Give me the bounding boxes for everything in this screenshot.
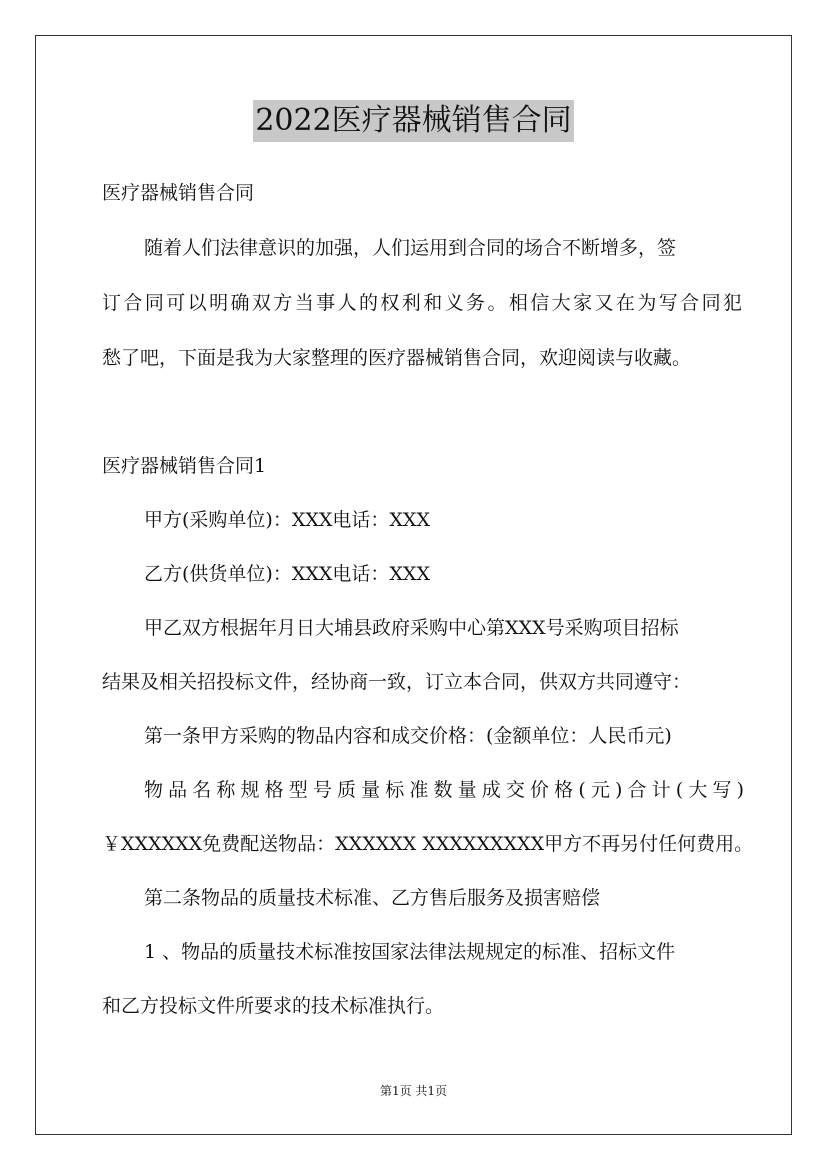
page-footer: 第1页 共1页: [379, 1084, 448, 1098]
article-two-heading: 第二条物品的质量技术标准、乙方售后服务及损害赔偿: [144, 887, 601, 909]
paragraph-line: 订合同可以明确双方当事人的权利和义务。相信大家又在为写合同犯: [102, 292, 742, 314]
paragraph-line: 和乙方投标文件所要求的技术标准执行。: [102, 995, 445, 1017]
title-container: [0, 100, 827, 142]
section-heading: 医疗器械销售合同1: [102, 455, 267, 477]
paragraph-line: 1 、物品的质量技术标准按国家法律法规规定的标准、招标文件: [144, 941, 676, 963]
heading-contract-name: 医疗器械销售合同: [102, 182, 255, 204]
document-title: 2022医疗器械销售合同: [253, 100, 573, 142]
paragraph-line: ￥XXXXXX免费配送物品：XXXXXX XXXXXXXXX甲方不再另付任何费用。: [102, 833, 754, 855]
party-b-line: 乙方(供货单位)：XXX电话：XXX: [144, 563, 430, 585]
item-table-header: 物品名称规格型号质量标准数量成交价格(元)合计(大写): [144, 779, 744, 801]
paragraph-line: 愁了吧，下面是我为大家整理的医疗器械销售合同，欢迎阅读与收藏。: [102, 347, 692, 369]
paragraph-line: 随着人们法律意识的加强，人们运用到合同的场合不断增多，签: [144, 237, 677, 259]
paragraph-line: 结果及相关招投标文件，经协商一致，订立本合同，供双方共同遵守：: [102, 671, 692, 693]
article-one-heading: 第一条甲方采购的物品内容和成交价格：(金额单位：人民币元): [144, 725, 672, 747]
paragraph-line: 甲乙双方根据年月日大埔县政府采购中心第XXX号采购项目招标: [144, 617, 679, 639]
party-a-line: 甲方(采购单位)：XXX电话：XXX: [144, 509, 430, 531]
